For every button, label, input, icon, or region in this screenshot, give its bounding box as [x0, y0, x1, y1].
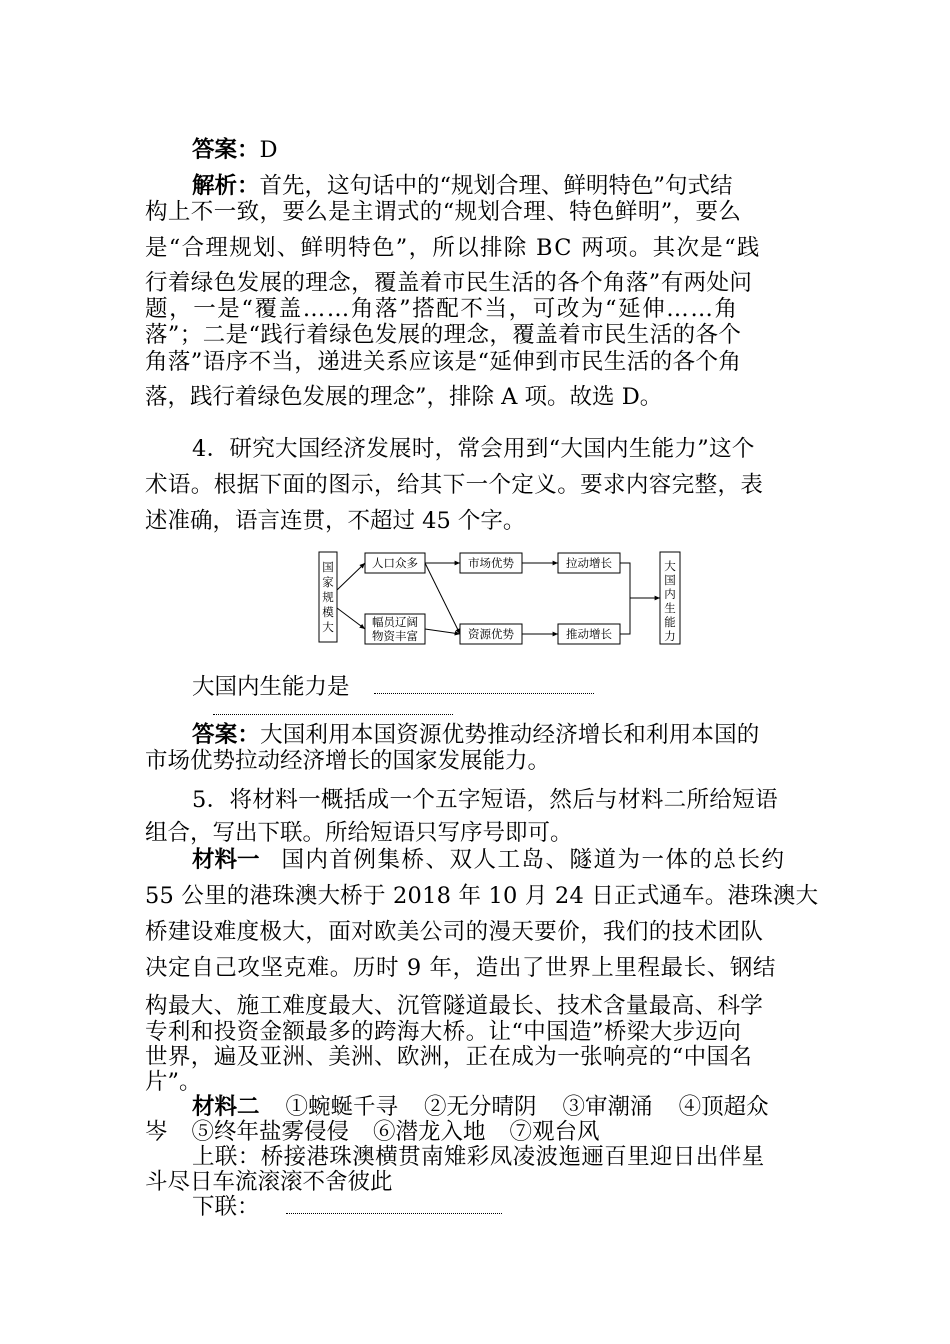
- material1-line: 决定自己攻坚克难。历时 9 年，造出了世界上里程最长、钢结: [145, 955, 777, 981]
- phrase: ④顶超众: [678, 1094, 769, 1120]
- upper-couplet-line: 上联：桥接港珠澳横贯南雉彩凤凌波迤逦百里迎日出伴星: [192, 1144, 765, 1170]
- analysis-line: 角落”语序不当，递进关系应该是“延伸到市民生活的各个角: [145, 349, 742, 375]
- box-population-label: 人口众多: [372, 556, 418, 570]
- analysis-line: 构上不一致，要么是主谓式的“规划合理、特色鲜明”，要么: [145, 199, 742, 225]
- analysis-line: 是“合理规划、鲜明特色”，所以排除 BC 两项。其次是“践: [145, 235, 761, 261]
- analysis-line: 行着绿色发展的理念，覆盖着市民生活的各个角落”有两处问: [145, 270, 753, 296]
- q4-question-line: 述准确，语言连贯，不超过 45 个字。: [145, 508, 526, 534]
- vertical-char: 模: [322, 605, 334, 619]
- q5-question-line: 组合，写出下联。所给短语只写序号即可。: [145, 820, 573, 846]
- box-territory-label-2: 物资丰富: [372, 629, 418, 643]
- phrase: ①蜿蜒千寻: [285, 1094, 399, 1120]
- answer-label: 答案：: [192, 137, 260, 163]
- arrow: [425, 563, 460, 634]
- material2-line: [192, 1096, 769, 1119]
- left-box-label: [322, 560, 334, 634]
- box-resources-label: 资源优势: [468, 627, 514, 641]
- analysis-line: 落”；二是“践行着绿色发展的理念，覆盖着市民生活的各个: [145, 322, 742, 348]
- lower-label: 下联：: [192, 1194, 260, 1220]
- q4-question-line: 4．研究大国经济发展时，常会用到“大国内生能力”这个: [192, 436, 755, 462]
- q5-question-line: 5．将材料一概括成一个五字短语，然后与材料二所给短语: [192, 787, 778, 813]
- q3-answer: [192, 139, 278, 162]
- material2-label: 材料二: [192, 1094, 260, 1120]
- box-market-label: 市场优势: [468, 556, 514, 570]
- analysis-line-text: 首先，这句话中的“规划合理、鲜明特色”句式结: [259, 173, 733, 199]
- lower-blank[interactable]: [286, 1212, 502, 1214]
- material1-line: 片”。: [145, 1069, 202, 1095]
- right-box-label: [664, 559, 676, 643]
- box-territory-label-1: 幅员辽阔: [372, 615, 418, 629]
- phrase: ③审潮涌: [562, 1094, 653, 1120]
- q4-question-line: 术语。根据下面的图示，给其下一个定义。要求内容完整，表: [145, 472, 764, 498]
- vertical-char: 国: [322, 560, 334, 574]
- arrow: [337, 608, 365, 629]
- answer-blank-line[interactable]: [213, 714, 453, 715]
- q4-answer-line: [192, 724, 760, 747]
- phrase: ②无分晴阴: [424, 1094, 537, 1120]
- vertical-char: 力: [664, 629, 676, 643]
- vertical-char: 内: [664, 587, 676, 601]
- flow-diagram: [318, 550, 688, 646]
- analysis-line: 落，践行着绿色发展的理念”，排除 A 项。故选 D。: [145, 384, 663, 410]
- vertical-char: 国: [664, 573, 676, 587]
- analysis-line: 题，一是“覆盖……角落”搭配不当，可改为“延伸……角: [145, 296, 739, 322]
- upper-couplet-line: 斗尽日车流滚滚不舍彼此: [145, 1169, 393, 1195]
- phrase: ⑤终年盐雾侵侵: [191, 1119, 350, 1145]
- material2-line: [145, 1121, 600, 1144]
- phrase: ⑥潜龙入地: [373, 1119, 486, 1145]
- box-push-label: 推动增长: [566, 627, 612, 641]
- analysis-text: [260, 175, 803, 198]
- q4-answer-line: 市场优势拉动经济增长的国家发展能力。: [145, 748, 551, 774]
- material1-label: 材料一: [192, 847, 260, 873]
- arrow: [425, 629, 460, 634]
- vertical-char: 能: [664, 615, 676, 629]
- phrase: 岑: [145, 1119, 168, 1145]
- answer-label: 答案：: [192, 722, 261, 748]
- prompt-text: 大国内生能力是: [192, 674, 350, 700]
- material1-line: 桥建设难度极大，面对欧美公司的漫天要价，我们的技术团队: [145, 919, 764, 945]
- lower-couplet-line: [192, 1196, 502, 1219]
- vertical-char: 大: [664, 559, 676, 573]
- vertical-char: 大: [322, 620, 334, 634]
- material1-line: 专利和投资金额最多的跨海大桥。让“中国造”桥梁大步迈向: [145, 1019, 742, 1045]
- answer-blank[interactable]: [374, 692, 594, 694]
- answer-value: D: [259, 137, 278, 163]
- material1-text: 国内首例集桥、双人工岛、隧道为一体的总长约: [281, 847, 786, 873]
- phrase: ⑦观台风: [509, 1119, 600, 1145]
- vertical-char: 生: [664, 601, 676, 615]
- analysis-label: 解析：: [192, 173, 260, 199]
- arrow: [337, 563, 365, 590]
- material1-line: 55 公里的港珠澳大桥于 2018 年 10 月 24 日正式通车。港珠澳大: [145, 883, 819, 909]
- bracket: [620, 563, 630, 634]
- material1-line: [192, 849, 786, 872]
- box-pull-label: 拉动增长: [566, 556, 612, 570]
- vertical-char: 家: [322, 575, 334, 589]
- material1-line: 构最大、施工难度最大、沉管隧道最长、技术含量最高、科学: [145, 993, 764, 1019]
- answer-text: 大国利用本国资源优势推动经济增长和利用本国的: [260, 722, 760, 748]
- material1-line: 世界，遍及亚洲、美洲、欧洲，正在成为一张响亮的“中国名: [145, 1044, 753, 1070]
- vertical-char: 规: [322, 590, 334, 604]
- q3-analysis-line: [192, 175, 803, 198]
- q4-prompt: [192, 676, 594, 699]
